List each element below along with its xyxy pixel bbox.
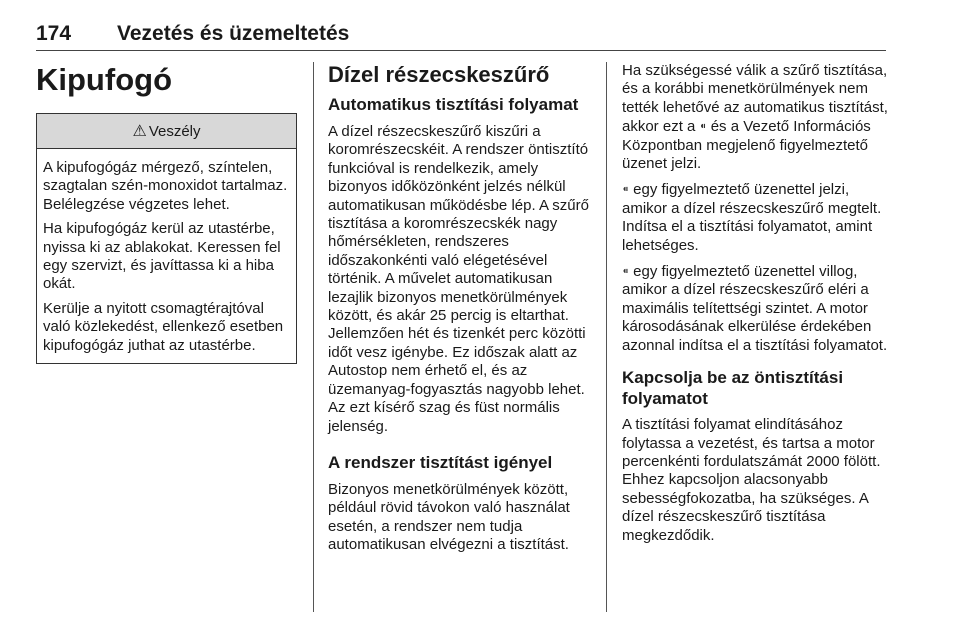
subheading-auto-cleaning: Automatikus tisztítási folyamat: [328, 95, 579, 114]
header-rule: [36, 50, 886, 51]
warning-paragraph: A kipufogógáz mérgező, színtelen, szagtalan szén-monoxidot tartalmaz. Belélegzése végzetes lehet.: [43, 159, 288, 213]
column-divider: [606, 62, 607, 612]
column-divider: [313, 62, 314, 612]
subheading-self-cleaning: Kapcsolja be az öntisztítási folyamatot: [622, 368, 844, 409]
column-left: [36, 62, 298, 364]
paragraph: [622, 62, 888, 173]
warning-header: [37, 114, 296, 149]
warning-box: [36, 113, 297, 364]
text: Ha szükségessé válik a szűrő tisztítása, és a korábbi menetkörülmények nem tették lehetővé az automatikus tisztítást, akkor ezt a: [622, 62, 888, 136]
warning-triangle-icon: ⚠: [132, 123, 147, 140]
paragraph: [622, 262, 888, 355]
subheading-cleaning-required: A rendszer tisztítást igényel: [328, 452, 553, 472]
text: egy figyelmeztető üzenettel jelzi, amikor a dízel részecskeszűrő megtelt. Indítsa el a tisztítási folyamatot, amint lehetséges.: [622, 181, 882, 254]
column-right: [622, 62, 888, 552]
paragraph: Bizonyos menetkörülmények között, például rövid távokon való használat esetén, a rendszer nem tudja automatikusan elvégezni a tisztítást.: [328, 480, 570, 554]
diesel-particulate-filter-icon: ⁌: [699, 118, 707, 135]
column-middle: [328, 62, 590, 555]
diesel-particulate-filter-icon: ⁌: [622, 263, 629, 280]
warning-body: [37, 149, 296, 363]
section-title-dpf: Dízel részecskeszűrő: [328, 62, 550, 87]
page-number: 174: [36, 22, 72, 45]
warning-label: Veszély: [148, 122, 201, 140]
text: egy figyelmeztető üzenettel villog, amikor a dízel részecskeszűrő eléri a maximális telítettségi szintet. A motor károsodásának elkerülése érdekében azonnal indítsa el a tisztítási folyamatot.: [622, 263, 888, 354]
page-header: [36, 22, 886, 50]
warning-paragraph: Kerülje a nyitott csomagtérajtóval való közlekedést, ellenkező esetben kipufogógáz juthat az utastérbe.: [43, 299, 284, 354]
text: és a Vezető Információs Központban megjelenő figyelmeztető üzenet jelzi.: [622, 118, 871, 173]
section-title-exhaust: Kipufogó: [36, 62, 173, 97]
diesel-particulate-filter-icon: ⁌: [622, 181, 629, 198]
paragraph: A tisztítási folyamat elindításához folytassa a vezetést, és tartsa a motor percenkénti fordulatszámát 2000 fölött. Ehhez kapcsoljon alacsonyabb sebességfokozatba, ha szükséges. A dízel részecskeszűrő tisztítása megkezdődik.: [622, 416, 881, 544]
paragraph: A dízel részecskeszűrő kiszűri a koromrészecskéit. A rendszer öntisztító funkcióval is rendelkezik, amely bizonyos időközönként jelzés nélkül automatikusan működésbe lép. A szűrő tisztítása a koromrészecskék nagy hőmérsékleten, rendszeres időszakonkénti való elégetésével történik. A művelet automatikusan lezajlik bizonyos menetkörülmények között, és akár 25 percig is eltarthat. Jellemzően hét és tizenkét perc közötti időt vesz igénybe. Ez időszak alatt az Autostop nem érhető el, és az üzemanyag-fogyasztás nagyobb lehet. Az ezt kísérő szag és füst normális jelenség.: [328, 123, 589, 435]
warning-paragraph: Ha kipufogógáz kerül az utastérbe, nyissa ki az ablakokat. Keressen fel egy szervizt, és javíttassa ki a hiba okát.: [43, 220, 281, 293]
paragraph: [622, 180, 888, 255]
header-title: Vezetés és üzemeltetés: [117, 22, 350, 45]
